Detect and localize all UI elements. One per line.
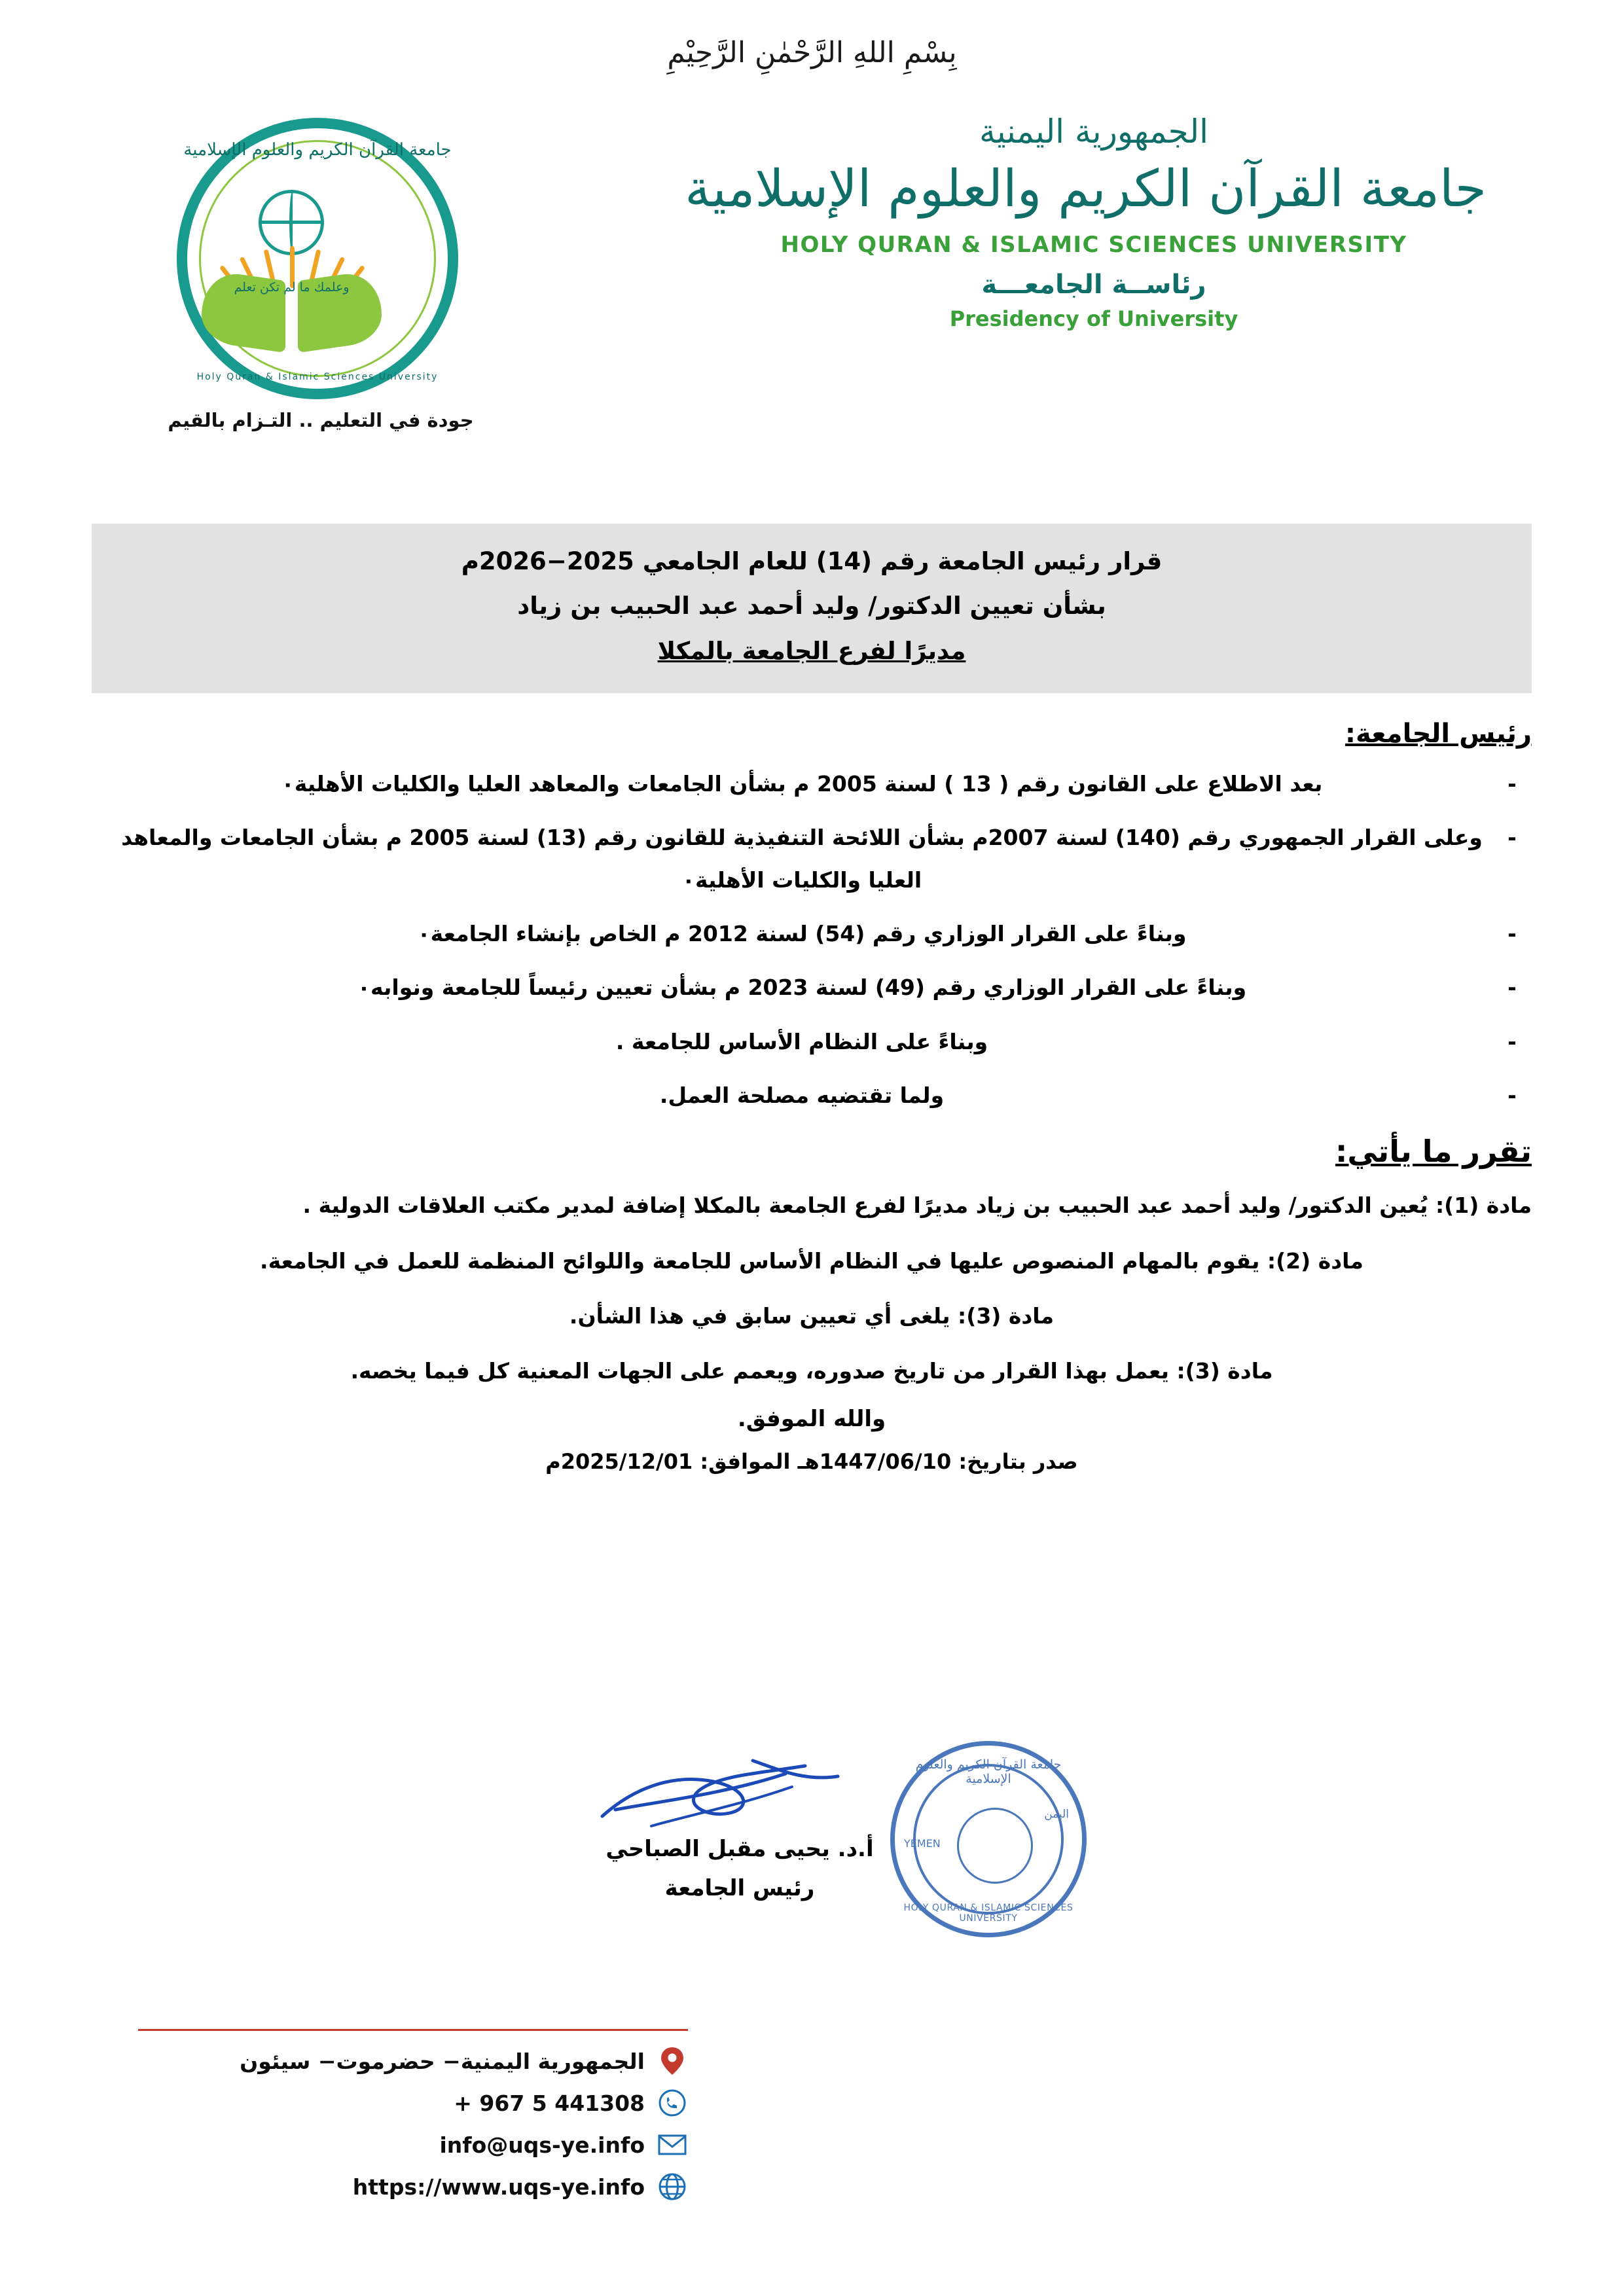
decision-title-line-2: بشأن تعيين الدكتور/ وليد أحمد عبد الحبيب بن زياد (517, 592, 1106, 620)
article-4: مادة (3): يعمل بهذا القرار من تاريخ صدوره، ويعمم على الجهات المعنية كل فيما يخصه. (350, 1358, 1273, 1384)
logo-book-text: وعلمك ما لم تكن تعلم (234, 280, 350, 295)
university-name-arabic: جامعة القرآن الكريم والعلوم الإسلامية (685, 159, 1487, 219)
stamp-arabic-text: جامعة القرآن الكريم والعلوم الإسلامية (915, 1757, 1062, 1786)
list-item (92, 1021, 1532, 1063)
decision-title-band (92, 524, 1532, 693)
list-item (92, 763, 1532, 805)
list-item (92, 817, 1532, 901)
stamp-emblem-icon (957, 1808, 1033, 1884)
basmala-text: بِسْمِ اللهِ الرَّحْمٰنِ الرَّحِيْمِ (667, 36, 957, 69)
issue-date: صدر بتاريخ: 1447/06/10هـ الموافق: 2025/12/01م (545, 1448, 1078, 1474)
decision-title-line-3: مديرًا لفرع الجامعة بالمكلا (657, 636, 966, 665)
article-2: مادة (2): يقوم بالمهام المنصوص عليها في النظام الأساس للجامعة واللوائح المنظمة للعمل في الجامعة. (260, 1247, 1363, 1274)
footer-address: الجمهورية اليمنية− حضرموت− سيئون (240, 2048, 645, 2074)
decides-heading: تقرر ما يأتي: (1335, 1134, 1532, 1170)
clause-dash: - (1507, 975, 1517, 1001)
logo-arabic-arc-text: جامعة القرآن الكريم والعلوم الإسلامية (183, 140, 452, 160)
clause-dash: - (1507, 921, 1517, 947)
closing-phrase: والله الموفق. (737, 1405, 886, 1432)
footer-website[interactable]: https://www.uqs-ye.info (352, 2174, 645, 2200)
document-header (0, 98, 1624, 491)
preamble-heading: رئيس الجامعة: (1344, 719, 1532, 749)
clause-text: وبناءً على القرار الوزاري رقم (49) لسنة 2023 م بشأن تعيين رئيساً للجامعة ونوابه٠ (357, 975, 1247, 1001)
signatory-name: أ.د. يحيى مقبل الصباحي (605, 1836, 874, 1862)
clause-dash: - (1507, 1083, 1517, 1109)
footer-phone[interactable]: + 967 5 441308 (454, 2090, 645, 2116)
footer-website-row (138, 2171, 688, 2202)
footer-divider (138, 2029, 688, 2031)
footer-email[interactable]: info@uqs-ye.info (439, 2132, 645, 2158)
signature-area (92, 1721, 1532, 1996)
republic-name-arabic: الجمهورية اليمنية (979, 113, 1209, 151)
university-motto: جودة في التعليم .. التـزام بالقيم (168, 409, 474, 431)
clause-text: وبناءً على النظام الأساس للجامعة . (615, 1028, 988, 1054)
stamp-country-english: YEMEN (904, 1837, 941, 1850)
clause-text: وعلى القرار الجمهوري رقم (140) لسنة 2007م بشأن اللائحة التنفيذية للقانون رقم (13) لسنة 2005 م بشأن الجامعات والمعاهد العليا والكليات الأهلية٠ (121, 825, 1483, 893)
preamble-clause-list (92, 763, 1532, 1117)
decision-title-line-1: قرار رئيس الجامعة رقم (14) للعام الجامعي 2025−2026م (461, 547, 1163, 575)
stamp-english-text: HOLY QURAN & ISLAMIC SCIENCES UNIVERSITY (903, 1903, 1074, 1924)
official-stamp (890, 1741, 1087, 1937)
presidency-label-arabic: رئاســة الجامعـــة (981, 269, 1206, 300)
document-footer (138, 2029, 688, 2213)
clause-text: وبناءً على القرار الوزاري رقم (54) لسنة 2012 م الخاص بإنشاء الجامعة٠ (417, 921, 1187, 947)
logo-open-book-icon (202, 275, 382, 360)
university-logo (151, 111, 491, 439)
stamp-country-arabic: اليمن (1044, 1808, 1069, 1821)
footer-phone-row (138, 2087, 688, 2119)
handwritten-signature (589, 1748, 864, 1846)
clause-dash: - (1507, 825, 1517, 851)
globe-icon (657, 2171, 688, 2202)
footer-address-row (138, 2045, 688, 2077)
decision-body (92, 713, 1532, 1480)
clause-text: بعد الاطلاع على القانون رقم ( 13 ) لسنة 2005 م بشأن الجامعات والمعاهد العليا والكليات الأهلية٠ (281, 771, 1323, 797)
location-pin-icon (657, 2045, 688, 2077)
signatory-role: رئيس الجامعة (664, 1875, 815, 1901)
article-3: مادة (3): يلغى أي تعيين سابق في هذا الشأن. (569, 1303, 1055, 1329)
clause-dash: - (1507, 771, 1517, 797)
footer-email-row (138, 2129, 688, 2161)
presidency-label-english: Presidency of University (949, 306, 1238, 331)
list-item (92, 1075, 1532, 1117)
university-name-block (685, 111, 1487, 331)
clause-dash: - (1507, 1028, 1517, 1054)
university-name-english: HOLY QURAN & ISLAMIC SCIENCES UNIVERSITY (780, 231, 1407, 258)
list-item (92, 913, 1532, 955)
article-1: مادة (1): يُعين الدكتور/ وليد أحمد عبد الحبيب بن زياد مديرًا لفرع الجامعة بالمكلا إضافة لمدير مكتب العلاقات الدولية . (302, 1193, 1532, 1219)
logo-english-arc-text: Holy Quran & Islamic Sciences University (196, 372, 439, 382)
clause-text: ولما تقتضيه مصلحة العمل. (659, 1083, 945, 1109)
list-item (92, 967, 1532, 1009)
envelope-icon (657, 2129, 688, 2161)
telephone-icon (657, 2087, 688, 2119)
